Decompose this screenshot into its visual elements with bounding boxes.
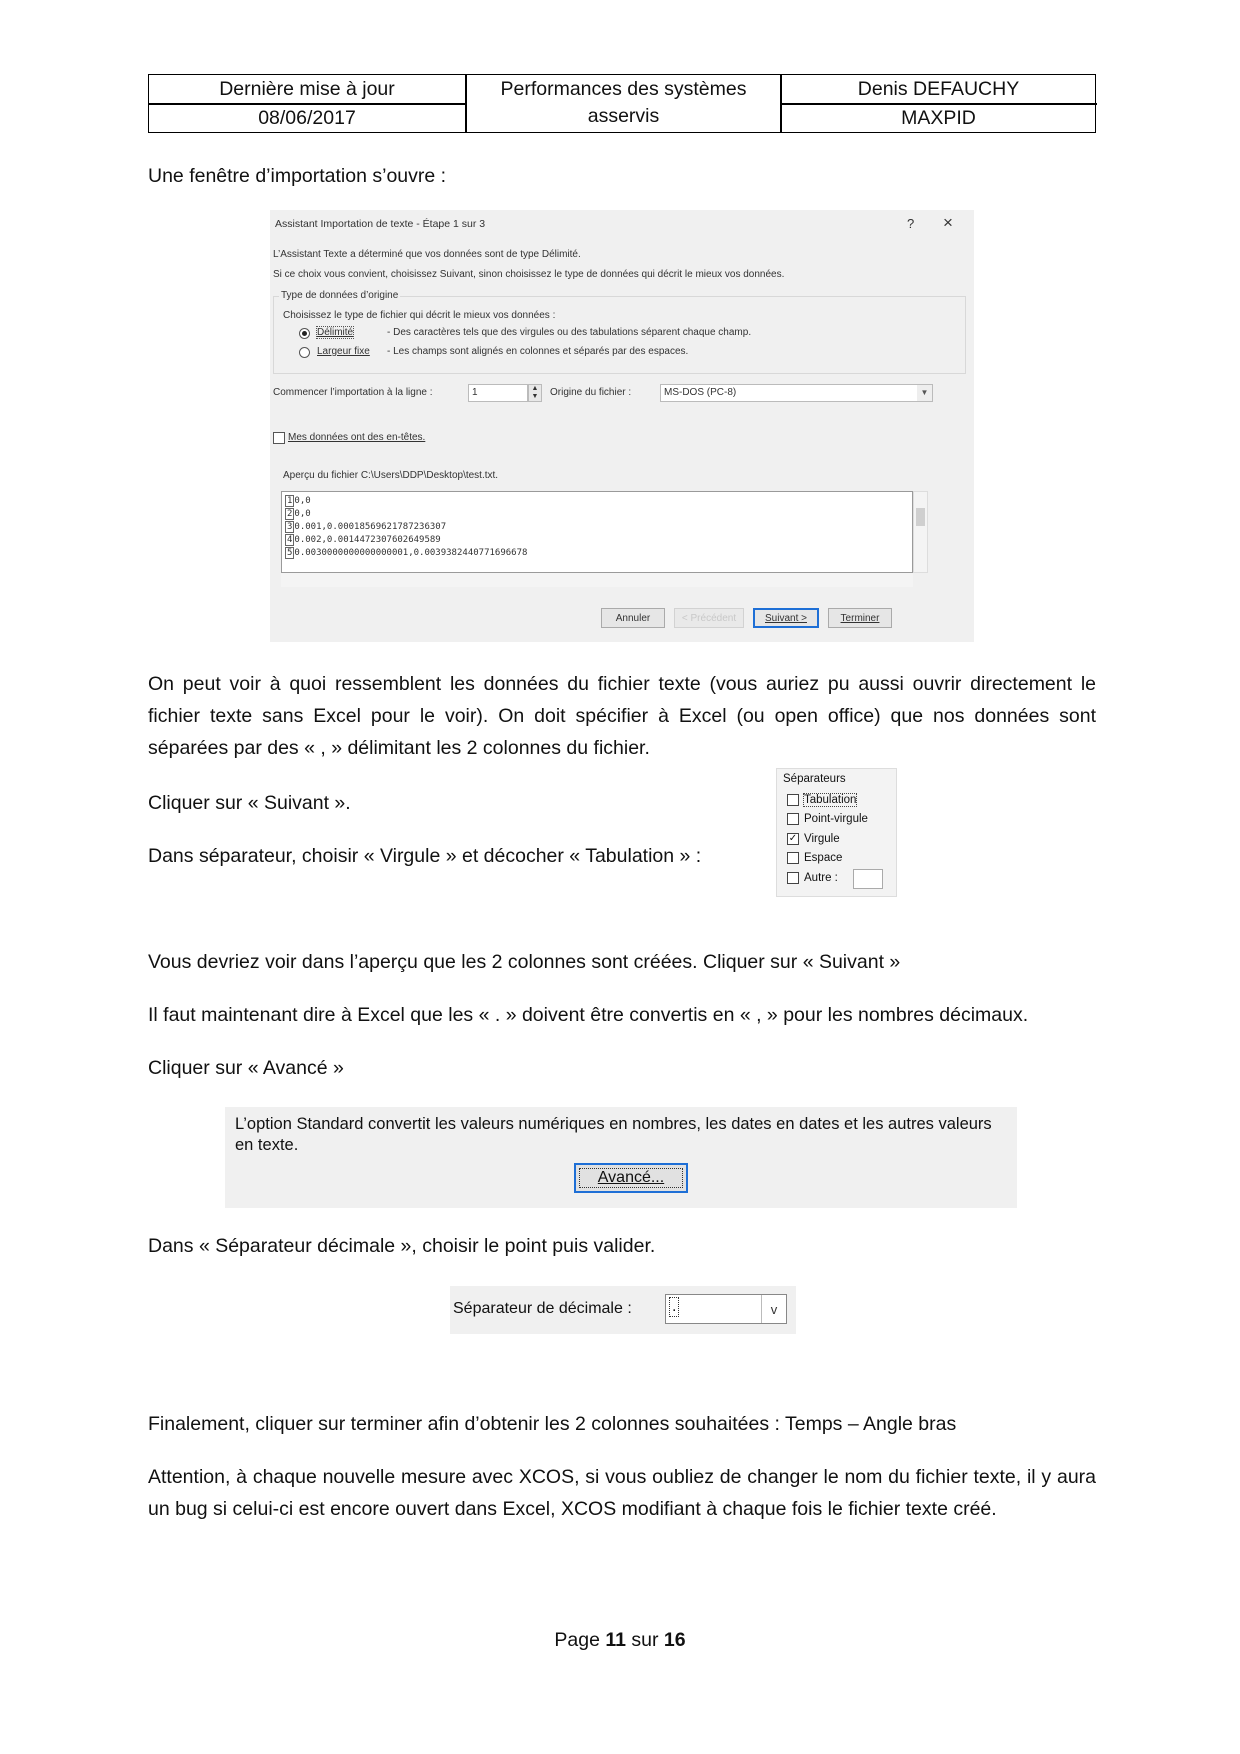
radio-delimited[interactable] [299, 328, 310, 339]
separators-screenshot [776, 768, 897, 897]
other-input[interactable] [853, 869, 883, 889]
radio-fixed-width[interactable] [299, 347, 310, 358]
advanced-button[interactable] [574, 1163, 688, 1193]
paragraph-decimal-conversion: Il faut maintenant dire à Excel que les « . » doivent être convertis en « , » pour les nombres décimaux. [148, 1004, 1029, 1026]
headers-label[interactable]: Mes données ont des en-têtes. [288, 432, 426, 443]
radio-fixed-width-desc: - Les champs sont alignés en colonnes et séparés par des espaces. [387, 346, 689, 357]
page-footer [0, 1629, 1240, 1652]
next-button[interactable] [753, 608, 819, 628]
advanced-screenshot [225, 1107, 1017, 1208]
radio-delimited-label[interactable]: Délimité [317, 327, 354, 338]
group-prompt: Choisissez le type de fichier qui décrit le mieux vos données : [283, 310, 556, 321]
tabulation-label[interactable]: Tabulation [804, 794, 857, 806]
paragraph-intro: Une fenêtre d’importation s’ouvre : [148, 165, 447, 187]
paragraph-click-next: Cliquer sur « Suivant ». [148, 792, 351, 814]
help-icon[interactable]: ? [907, 216, 915, 231]
paragraph-choose-comma: Dans séparateur, choisir « Virgule » et décocher « Tabulation » : [148, 845, 702, 867]
page-current: 11 [605, 1629, 626, 1651]
radio-fixed-width-label[interactable]: Largeur fixe [317, 346, 370, 357]
next-button-label: Suivant > [765, 613, 807, 624]
separator-semicolon[interactable] [787, 813, 868, 825]
start-row-input[interactable]: 1 [468, 384, 528, 402]
paragraph-warning: Attention, à chaque nouvelle mesure avec XCOS, si vous oubliez de changer le nom du fichier texte, il y aura un bug si celui-ci est encore ouvert dans Excel, XCOS modifiant à chaque fois le fichier texte créé. [148, 1466, 1096, 1520]
advanced-text: L’option Standard convertit les valeurs numériques en nombres, les dates en dates et les autres valeurs en texte. [235, 1115, 992, 1154]
separator-tabulation[interactable] [787, 794, 856, 806]
semicolon-label[interactable]: Point-virgule [804, 813, 868, 825]
preview-line: 2 0,0 [287, 509, 311, 519]
doc-title-line1: Performances des systèmes [500, 77, 747, 100]
paragraph-columns-created: Vous devriez voir dans l’aperçu que les 2 colonnes sont créées. Cliquer sur « Suivant » [148, 951, 901, 973]
start-row-label: Commencer l’importation à la ligne : [273, 387, 433, 398]
dialog-info-1: L’Assistant Texte a déterminé que vos données sont de type Délimité. [273, 249, 581, 260]
group-title: Type de données d’origine [281, 290, 399, 301]
paragraph-finish: Finalement, cliquer sur terminer afin d’obtenir les 2 colonnes souhaitées : Temps – Angle bras [148, 1413, 957, 1435]
separator-comma[interactable] [787, 833, 840, 845]
project-name: MAXPID [901, 106, 976, 129]
dialog-title: Assistant Importation de texte - Étape 1 sur 3 [275, 218, 486, 230]
dialog-info-2: Si ce choix vous convient, choisissez Suivant, sinon choisissez le type de données qui décrit le mieux vos données. [273, 269, 785, 280]
separator-other[interactable] [787, 872, 838, 884]
header-table [148, 74, 1096, 133]
page-total: 16 [663, 1629, 686, 1651]
preview-line: 5 0.0030000000000000001,0.0039382440771696678 [287, 548, 528, 558]
chevron-down-icon[interactable]: ▼ [917, 385, 932, 401]
other-checkbox[interactable] [787, 872, 799, 884]
preview-label: Aperçu du fichier C:\Users\DDP\Desktop\test.txt. [283, 470, 499, 481]
page-prefix: Page [554, 1629, 600, 1651]
tabulation-checkbox[interactable] [787, 794, 799, 806]
decimal-separator-screenshot [450, 1286, 796, 1334]
comma-label[interactable]: Virgule [804, 833, 840, 845]
preview-line: 4 0.002,0.0014472307602649589 [287, 535, 441, 545]
import-dialog-screenshot [270, 210, 974, 642]
preview-scrollbar[interactable] [913, 491, 928, 573]
paragraph-decimal-separator: Dans « Séparateur décimale », choisir le point puis valider. [148, 1235, 656, 1257]
page-of: sur [631, 1629, 659, 1651]
update-date: 08/06/2017 [258, 106, 356, 129]
semicolon-checkbox[interactable] [787, 813, 799, 825]
previous-button[interactable]: < Précédent [674, 608, 744, 628]
preview-line: 3 0.001,0.00018569621787236307 [287, 522, 447, 532]
headers-checkbox[interactable] [273, 432, 285, 444]
origin-label: Origine du fichier : [550, 387, 632, 398]
author: Denis DEFAUCHY [857, 77, 1020, 100]
separators-title: Séparateurs [783, 773, 846, 785]
origin-select[interactable]: MS-DOS (PC-8) [660, 384, 933, 402]
start-row-spinner[interactable]: ▲ ▼ [528, 384, 542, 402]
space-label[interactable]: Espace [804, 852, 843, 864]
preview-line: 1 0,0 [287, 496, 311, 506]
advanced-button-label: Avancé... [597, 1169, 665, 1186]
decimal-select[interactable] [665, 1294, 787, 1324]
other-label[interactable]: Autre : [804, 872, 838, 884]
doc-title-line2: asservis [587, 104, 660, 127]
cancel-button[interactable]: Annuler [601, 608, 665, 628]
preview-box[interactable] [281, 491, 913, 573]
finish-button[interactable] [828, 608, 892, 628]
check-icon[interactable]: ✓ [788, 833, 798, 844]
paragraph-explanation: On peut voir à quoi ressemblent les données du fichier texte (vous auriez pu aussi ouvrir directement le fichier texte sans Excel pour le voir). On doit spécifier à Excel (ou open office) que nos données sont séparées par des « , » délimitant les 2 colonnes du fichier. [148, 673, 1096, 759]
scrollbar-thumb[interactable] [916, 508, 925, 526]
decimal-label: Séparateur de décimale : [453, 1300, 632, 1317]
paragraph-click-advanced: Cliquer sur « Avancé » [148, 1057, 344, 1079]
space-checkbox[interactable] [787, 852, 799, 864]
decimal-value: . [672, 1298, 677, 1315]
chevron-down-icon[interactable]: v [761, 1295, 786, 1323]
close-icon[interactable]: × [943, 213, 953, 232]
separator-space[interactable] [787, 852, 842, 864]
finish-button-label: Terminer [840, 613, 880, 624]
preview-hscrollbar[interactable] [281, 573, 913, 587]
last-update-label: Dernière mise à jour [219, 77, 395, 100]
radio-delimited-desc: - Des caractères tels que des virgules ou des tabulations séparent chaque champ. [387, 327, 752, 338]
